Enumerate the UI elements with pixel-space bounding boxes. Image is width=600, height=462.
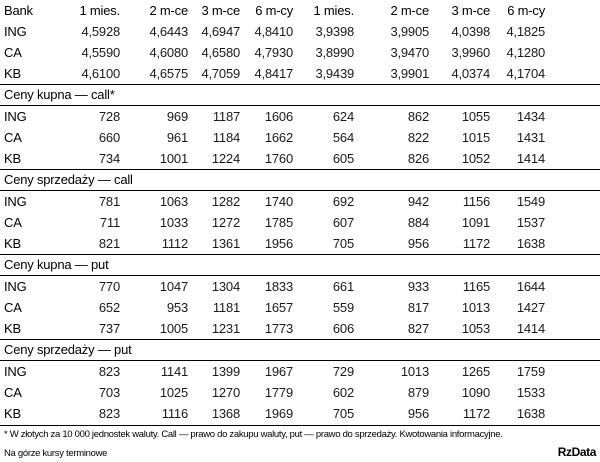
value-cell: 1773 bbox=[264, 321, 293, 336]
value-cell: 606 bbox=[332, 321, 354, 336]
column-header: 1 mies. bbox=[79, 3, 120, 18]
price-row bbox=[0, 106, 600, 127]
price-row bbox=[0, 318, 600, 339]
bank-name: ING bbox=[4, 109, 27, 124]
price-row bbox=[0, 276, 600, 297]
value-cell: 1644 bbox=[516, 279, 545, 294]
bank-name: ING bbox=[4, 194, 27, 209]
value-cell: 564 bbox=[332, 130, 354, 145]
value-cell: 1112 bbox=[161, 236, 188, 251]
value-cell: 953 bbox=[166, 300, 188, 315]
value-cell: 1224 bbox=[211, 151, 240, 166]
value-cell: 4,0374 bbox=[451, 66, 490, 81]
value-cell: 1231 bbox=[211, 321, 240, 336]
value-cell: 1005 bbox=[159, 321, 188, 336]
value-cell: 4,8410 bbox=[254, 24, 293, 39]
value-cell: 1833 bbox=[264, 279, 293, 294]
price-row bbox=[0, 127, 600, 148]
value-cell: 3,9439 bbox=[315, 66, 354, 81]
value-cell: 4,6100 bbox=[81, 66, 120, 81]
value-cell: 737 bbox=[98, 321, 120, 336]
value-cell: 1172 bbox=[462, 236, 490, 251]
section-title: Ceny sprzedaży — call bbox=[0, 169, 600, 191]
value-cell: 1533 bbox=[516, 385, 545, 400]
footnote: * W złotych za 10 000 jednostek waluty. Call — prawo do zakupu waluty, put — prawo do sprzedaży. Kwotowania informacyjne. bbox=[4, 429, 503, 440]
value-cell: 1368 bbox=[211, 406, 240, 421]
value-cell: 1414 bbox=[516, 151, 545, 166]
value-cell: 1172 bbox=[462, 406, 490, 421]
value-cell: 942 bbox=[407, 194, 429, 209]
column-header: 2 m-ce bbox=[149, 3, 188, 18]
bank-name: KB bbox=[4, 406, 21, 421]
value-cell: 827 bbox=[407, 321, 429, 336]
value-cell: 1638 bbox=[516, 406, 545, 421]
value-cell: 1165 bbox=[462, 279, 490, 294]
value-cell: 602 bbox=[332, 385, 354, 400]
value-cell: 4,7930 bbox=[254, 45, 293, 60]
source-label: RzData bbox=[557, 445, 596, 459]
value-cell: 4,6080 bbox=[149, 45, 188, 60]
value-cell: 1956 bbox=[264, 236, 293, 251]
value-cell: 1013 bbox=[461, 300, 490, 315]
value-cell: 1063 bbox=[159, 194, 188, 209]
value-cell: 660 bbox=[98, 130, 120, 145]
price-row bbox=[0, 148, 600, 169]
value-cell: 692 bbox=[332, 194, 354, 209]
header-row bbox=[0, 0, 600, 21]
price-row bbox=[0, 191, 600, 212]
value-cell: 956 bbox=[407, 236, 429, 251]
value-cell: 3,9470 bbox=[390, 45, 429, 60]
value-cell: 1270 bbox=[211, 385, 240, 400]
value-cell: 933 bbox=[407, 279, 429, 294]
value-cell: 1033 bbox=[159, 215, 188, 230]
footer-subnote: Na górze kursy terminowe bbox=[4, 448, 108, 459]
value-cell: 1304 bbox=[211, 279, 240, 294]
value-cell: 1025 bbox=[159, 385, 188, 400]
value-cell: 884 bbox=[407, 215, 429, 230]
value-cell: 4,6443 bbox=[149, 24, 188, 39]
value-cell: 3,9905 bbox=[390, 24, 429, 39]
column-header: 3 m-ce bbox=[451, 3, 490, 18]
value-cell: 729 bbox=[332, 364, 354, 379]
column-header: 6 m-cy bbox=[507, 3, 545, 18]
value-cell: 3,8990 bbox=[315, 45, 354, 60]
value-cell: 1537 bbox=[516, 215, 545, 230]
value-cell: 624 bbox=[332, 109, 354, 124]
value-cell: 1047 bbox=[159, 279, 188, 294]
forward-rates-block bbox=[0, 21, 600, 84]
value-cell: 1427 bbox=[516, 300, 545, 315]
value-cell: 703 bbox=[98, 385, 120, 400]
column-header: 3 m-ce bbox=[201, 3, 240, 18]
value-cell: 705 bbox=[332, 406, 354, 421]
value-cell: 1969 bbox=[264, 406, 293, 421]
value-cell: 1116 bbox=[161, 406, 188, 421]
value-cell: 1265 bbox=[461, 364, 490, 379]
value-cell: 1414 bbox=[516, 321, 545, 336]
value-cell: 559 bbox=[332, 300, 354, 315]
value-cell: 823 bbox=[98, 406, 120, 421]
value-cell: 4,1704 bbox=[506, 66, 545, 81]
value-cell: 826 bbox=[407, 151, 429, 166]
price-row bbox=[0, 361, 600, 382]
bank-name: CA bbox=[4, 385, 22, 400]
value-cell: 4,0398 bbox=[451, 24, 490, 39]
bank-name: ING bbox=[4, 24, 27, 39]
value-cell: 821 bbox=[98, 236, 120, 251]
value-cell: 1282 bbox=[211, 194, 240, 209]
value-cell: 4,6580 bbox=[201, 45, 240, 60]
bank-name: CA bbox=[4, 300, 22, 315]
value-cell: 1184 bbox=[212, 130, 240, 145]
value-cell: 3,9960 bbox=[451, 45, 490, 60]
column-header: 2 m-ce bbox=[390, 3, 429, 18]
rate-row bbox=[0, 21, 600, 42]
bank-name: CA bbox=[4, 215, 22, 230]
value-cell: 3,9398 bbox=[315, 24, 354, 39]
value-cell: 711 bbox=[99, 215, 120, 230]
value-cell: 1967 bbox=[264, 364, 293, 379]
value-cell: 862 bbox=[407, 109, 429, 124]
price-row bbox=[0, 212, 600, 233]
value-cell: 1759 bbox=[516, 364, 545, 379]
option-sections bbox=[0, 84, 600, 424]
value-cell: 1399 bbox=[211, 364, 240, 379]
value-cell: 1156 bbox=[462, 194, 490, 209]
value-cell: 1052 bbox=[461, 151, 490, 166]
price-row bbox=[0, 403, 600, 424]
value-cell: 4,7059 bbox=[201, 66, 240, 81]
value-cell: 1662 bbox=[264, 130, 293, 145]
value-cell: 1785 bbox=[264, 215, 293, 230]
value-cell: 652 bbox=[98, 300, 120, 315]
bank-name: KB bbox=[4, 236, 21, 251]
value-cell: 1434 bbox=[516, 109, 545, 124]
bank-name: KB bbox=[4, 151, 21, 166]
value-cell: 1638 bbox=[516, 236, 545, 251]
value-cell: 4,8417 bbox=[254, 66, 293, 81]
value-cell: 1549 bbox=[516, 194, 545, 209]
value-cell: 4,5590 bbox=[81, 45, 120, 60]
value-cell: 1015 bbox=[461, 130, 490, 145]
value-cell: 3,9901 bbox=[390, 66, 429, 81]
value-cell: 956 bbox=[407, 406, 429, 421]
value-cell: 1091 bbox=[461, 215, 490, 230]
rate-row bbox=[0, 42, 600, 63]
bank-name: ING bbox=[4, 279, 27, 294]
footer-bottom bbox=[0, 444, 600, 460]
value-cell: 1431 bbox=[516, 130, 545, 145]
section-title: Ceny sprzedaży — put bbox=[0, 339, 600, 361]
value-cell: 4,6947 bbox=[201, 24, 240, 39]
value-cell: 1090 bbox=[461, 385, 490, 400]
value-cell: 4,1280 bbox=[506, 45, 545, 60]
value-cell: 1272 bbox=[211, 215, 240, 230]
value-cell: 1187 bbox=[212, 109, 240, 124]
bank-name: CA bbox=[4, 45, 22, 60]
bank-name: CA bbox=[4, 130, 22, 145]
bank-column-header: Bank bbox=[4, 3, 33, 18]
value-cell: 969 bbox=[166, 109, 188, 124]
column-header: 6 m-cy bbox=[255, 3, 293, 18]
bank-name: KB bbox=[4, 321, 21, 336]
value-cell: 879 bbox=[407, 385, 429, 400]
value-cell: 1001 bbox=[159, 151, 188, 166]
value-cell: 705 bbox=[332, 236, 354, 251]
value-cell: 4,5928 bbox=[81, 24, 120, 39]
value-cell: 1760 bbox=[264, 151, 293, 166]
value-cell: 661 bbox=[332, 279, 354, 294]
value-cell: 1053 bbox=[461, 321, 490, 336]
value-cell: 1141 bbox=[160, 364, 188, 379]
value-cell: 1181 bbox=[212, 300, 240, 315]
bank-name: ING bbox=[4, 364, 27, 379]
bank-name: KB bbox=[4, 66, 21, 81]
value-cell: 770 bbox=[98, 279, 120, 294]
value-cell: 1657 bbox=[264, 300, 293, 315]
value-cell: 817 bbox=[407, 300, 429, 315]
value-cell: 1606 bbox=[264, 109, 293, 124]
value-cell: 1779 bbox=[264, 385, 293, 400]
value-cell: 734 bbox=[98, 151, 120, 166]
value-cell: 1740 bbox=[264, 194, 293, 209]
value-cell: 4,1825 bbox=[506, 24, 545, 39]
rate-row bbox=[0, 63, 600, 84]
value-cell: 961 bbox=[166, 130, 188, 145]
value-cell: 728 bbox=[98, 109, 120, 124]
value-cell: 823 bbox=[98, 364, 120, 379]
value-cell: 781 bbox=[98, 194, 120, 209]
column-header: 1 mies. bbox=[313, 3, 354, 18]
section-title: Ceny kupna — put bbox=[0, 254, 600, 276]
value-cell: 605 bbox=[332, 151, 354, 166]
value-cell: 607 bbox=[332, 215, 354, 230]
value-cell: 1361 bbox=[211, 236, 240, 251]
footer bbox=[0, 425, 600, 460]
section-title: Ceny kupna — call* bbox=[0, 84, 600, 106]
price-row bbox=[0, 297, 600, 318]
price-row bbox=[0, 233, 600, 254]
value-cell: 822 bbox=[407, 130, 429, 145]
value-cell: 1055 bbox=[461, 109, 490, 124]
price-row bbox=[0, 382, 600, 403]
value-cell: 4,6575 bbox=[149, 66, 188, 81]
value-cell: 1013 bbox=[400, 364, 429, 379]
